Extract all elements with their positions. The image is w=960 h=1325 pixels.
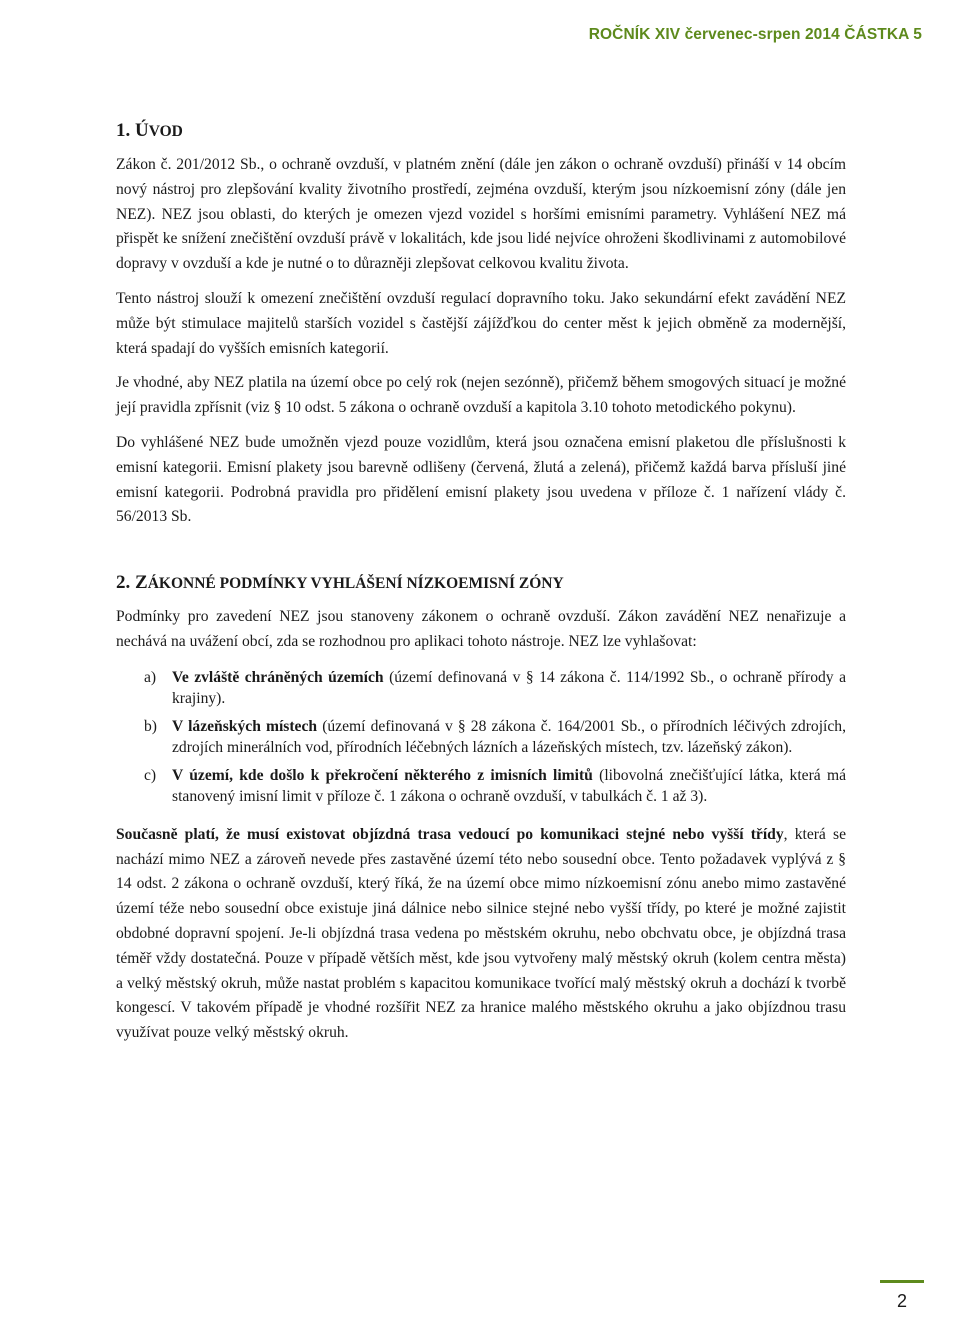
section-heading-intro	[116, 116, 846, 147]
section-heading-legal	[116, 568, 846, 599]
list-marker: a)	[144, 668, 157, 686]
paragraph: Do vyhlášené NEZ bude umožněn vjezd pouze vozidlům, která jsou označena emisní plaketou dle příslušnosti k emisní kategorii. Emisní plakety jsou barevně odlišeny (červená, žlutá a zelená), přičemž každá barva přísluší jiné emisní kategorii. Podrobná pravidla pro přidělení emisní plakety jsou uvedena v příloze č. 1 nařízení vlády č. 56/2013 Sb.	[116, 433, 846, 526]
section-number: 1.	[116, 120, 131, 141]
section-title-rest: VOD	[148, 123, 183, 140]
closing-bold: Současně platí, že musí existovat objízdná trasa vedoucí po komunikaci stejné nebo vyšší třídy	[116, 825, 784, 843]
running-header: ROČNÍK XIV červenec-srpen 2014 ČÁSTKA 5	[588, 26, 922, 43]
paragraph: Zákon č. 201/2012 Sb., o ochraně ovzduší, v platném znění (dále jen zákon o ochraně ovzduší) přináší v 14 obcím nový nástroj pro zlepšování kvality životního prostředí, zejména ovzduší, kterým jsou nízkoemisní zóny (dále jen NEZ). NEZ jsou oblasti, do kterých je omezen vjezd vozidel s horšími emisními parametry. Vyhlášení NEZ má přispět ke snížení znečištění ovzduší právě v lokalitách, kde jsou lidé nejvíce ohroženi škodlivinami z automobilové dopravy v ovzduší a kde je nutné o to důrazněji zlepšovat celkovou kvalitu života.	[116, 156, 846, 273]
list-item-text: (území definovaná v § 28 zákona č. 164/2001 Sb., o přírodních léčivých zdrojích, zdrojích minerálních vod, přírodních léčebných lázních a lázeňských místech, tzv. lázeňský zákon).	[172, 717, 846, 756]
list-item-bold: V lázeňských místech	[172, 717, 318, 735]
list-marker: b)	[144, 717, 157, 735]
section-title-initial: Ú	[135, 120, 149, 141]
section-title-initial: Z	[135, 572, 148, 594]
closing-text: , která se nachází mimo NEZ a zároveň nevede přes zastavěné území této nebo sousední obce. Tento požadavek vyplývá z § 14 odst. 2 zákona o ochraně ovzduší, který říká, že na území obce mimo nízkoemisní zónu anebo mimo zastavěné území téže nebo sousední obce existuje jiná dálnice nebo silnice stejné nebo vyšší třídy, po které je možné zajistit obdobné dopravní spojení. Je-li objízdná trasa vedena po městském okruhu, nebo obchvatu obce, je objízdná trasa téměř vždy dostatečná. Pouze v případě větších měst, kde jsou vytvořeny malý městský okruh (kolem centra města) a velký městský okruh, může nastat problém s kapacitou komunikace tvořící malý městský okruh a dochází k tvorbě kongescí. V takovém případě je vhodné rozšířit NEZ za hranice malého městského okruhu a jako objízdnou trasu využívat pouze velký městský okruh.	[116, 825, 846, 1042]
section-title	[135, 120, 183, 141]
list-marker: c)	[144, 766, 157, 784]
paragraph-closing	[116, 823, 846, 1046]
page-number: 2	[880, 1280, 924, 1310]
section-title	[135, 572, 564, 593]
section-number: 2.	[116, 572, 131, 594]
list-item-bold: Ve zvláště chráněných územích	[172, 668, 384, 686]
list-item	[116, 716, 846, 758]
page-content	[116, 116, 846, 1056]
conditions-list	[116, 667, 846, 807]
paragraph: Je vhodné, aby NEZ platila na území obce po celý rok (nejen sezónně), přičemž během smogových situací je možné její pravidla zpřísnit (viz § 10 odst. 5 zákona o ochraně ovzduší a kapitola 3.10 tohoto metodického pokynu).	[116, 374, 846, 417]
list-item-text: (území definovaná v § 14 zákona č. 114/1992 Sb., o ochraně přírody a krajiny).	[172, 668, 846, 707]
paragraph: Podmínky pro zavedení NEZ jsou stanoveny zákonem o ochraně ovzduší. Zákon zavádění NEZ nenařizuje a nechává na uvážení obcí, zda se rozhodnou pro aplikaci tohoto nástroje. NEZ lze vyhlašovat:	[116, 608, 846, 650]
section-title-rest: ÁKONNÉ PODMÍNKY VYHLÁŠENÍ NÍZKOEMISNÍ ZÓNY	[147, 575, 564, 593]
list-item	[116, 667, 846, 709]
list-item-text: (libovolná znečišťující látka, která má stanovený imisní limit v příloze č. 1 zákona o ochraně ovzduší, v tabulkách č. 1 až 3).	[172, 766, 846, 805]
list-item-bold: V území, kde došlo k překročení některého z imisních limitů	[172, 766, 593, 784]
paragraph: Tento nástroj slouží k omezení znečištění ovzduší regulací dopravního toku. Jako sekundární efekt zavádění NEZ může být stimulace majitelů starších vozidel s častější zájížďkou do center měst k jejich obměně za modernější, která spadají do vyšších emisních kategorií.	[116, 289, 846, 357]
list-item	[116, 765, 846, 807]
